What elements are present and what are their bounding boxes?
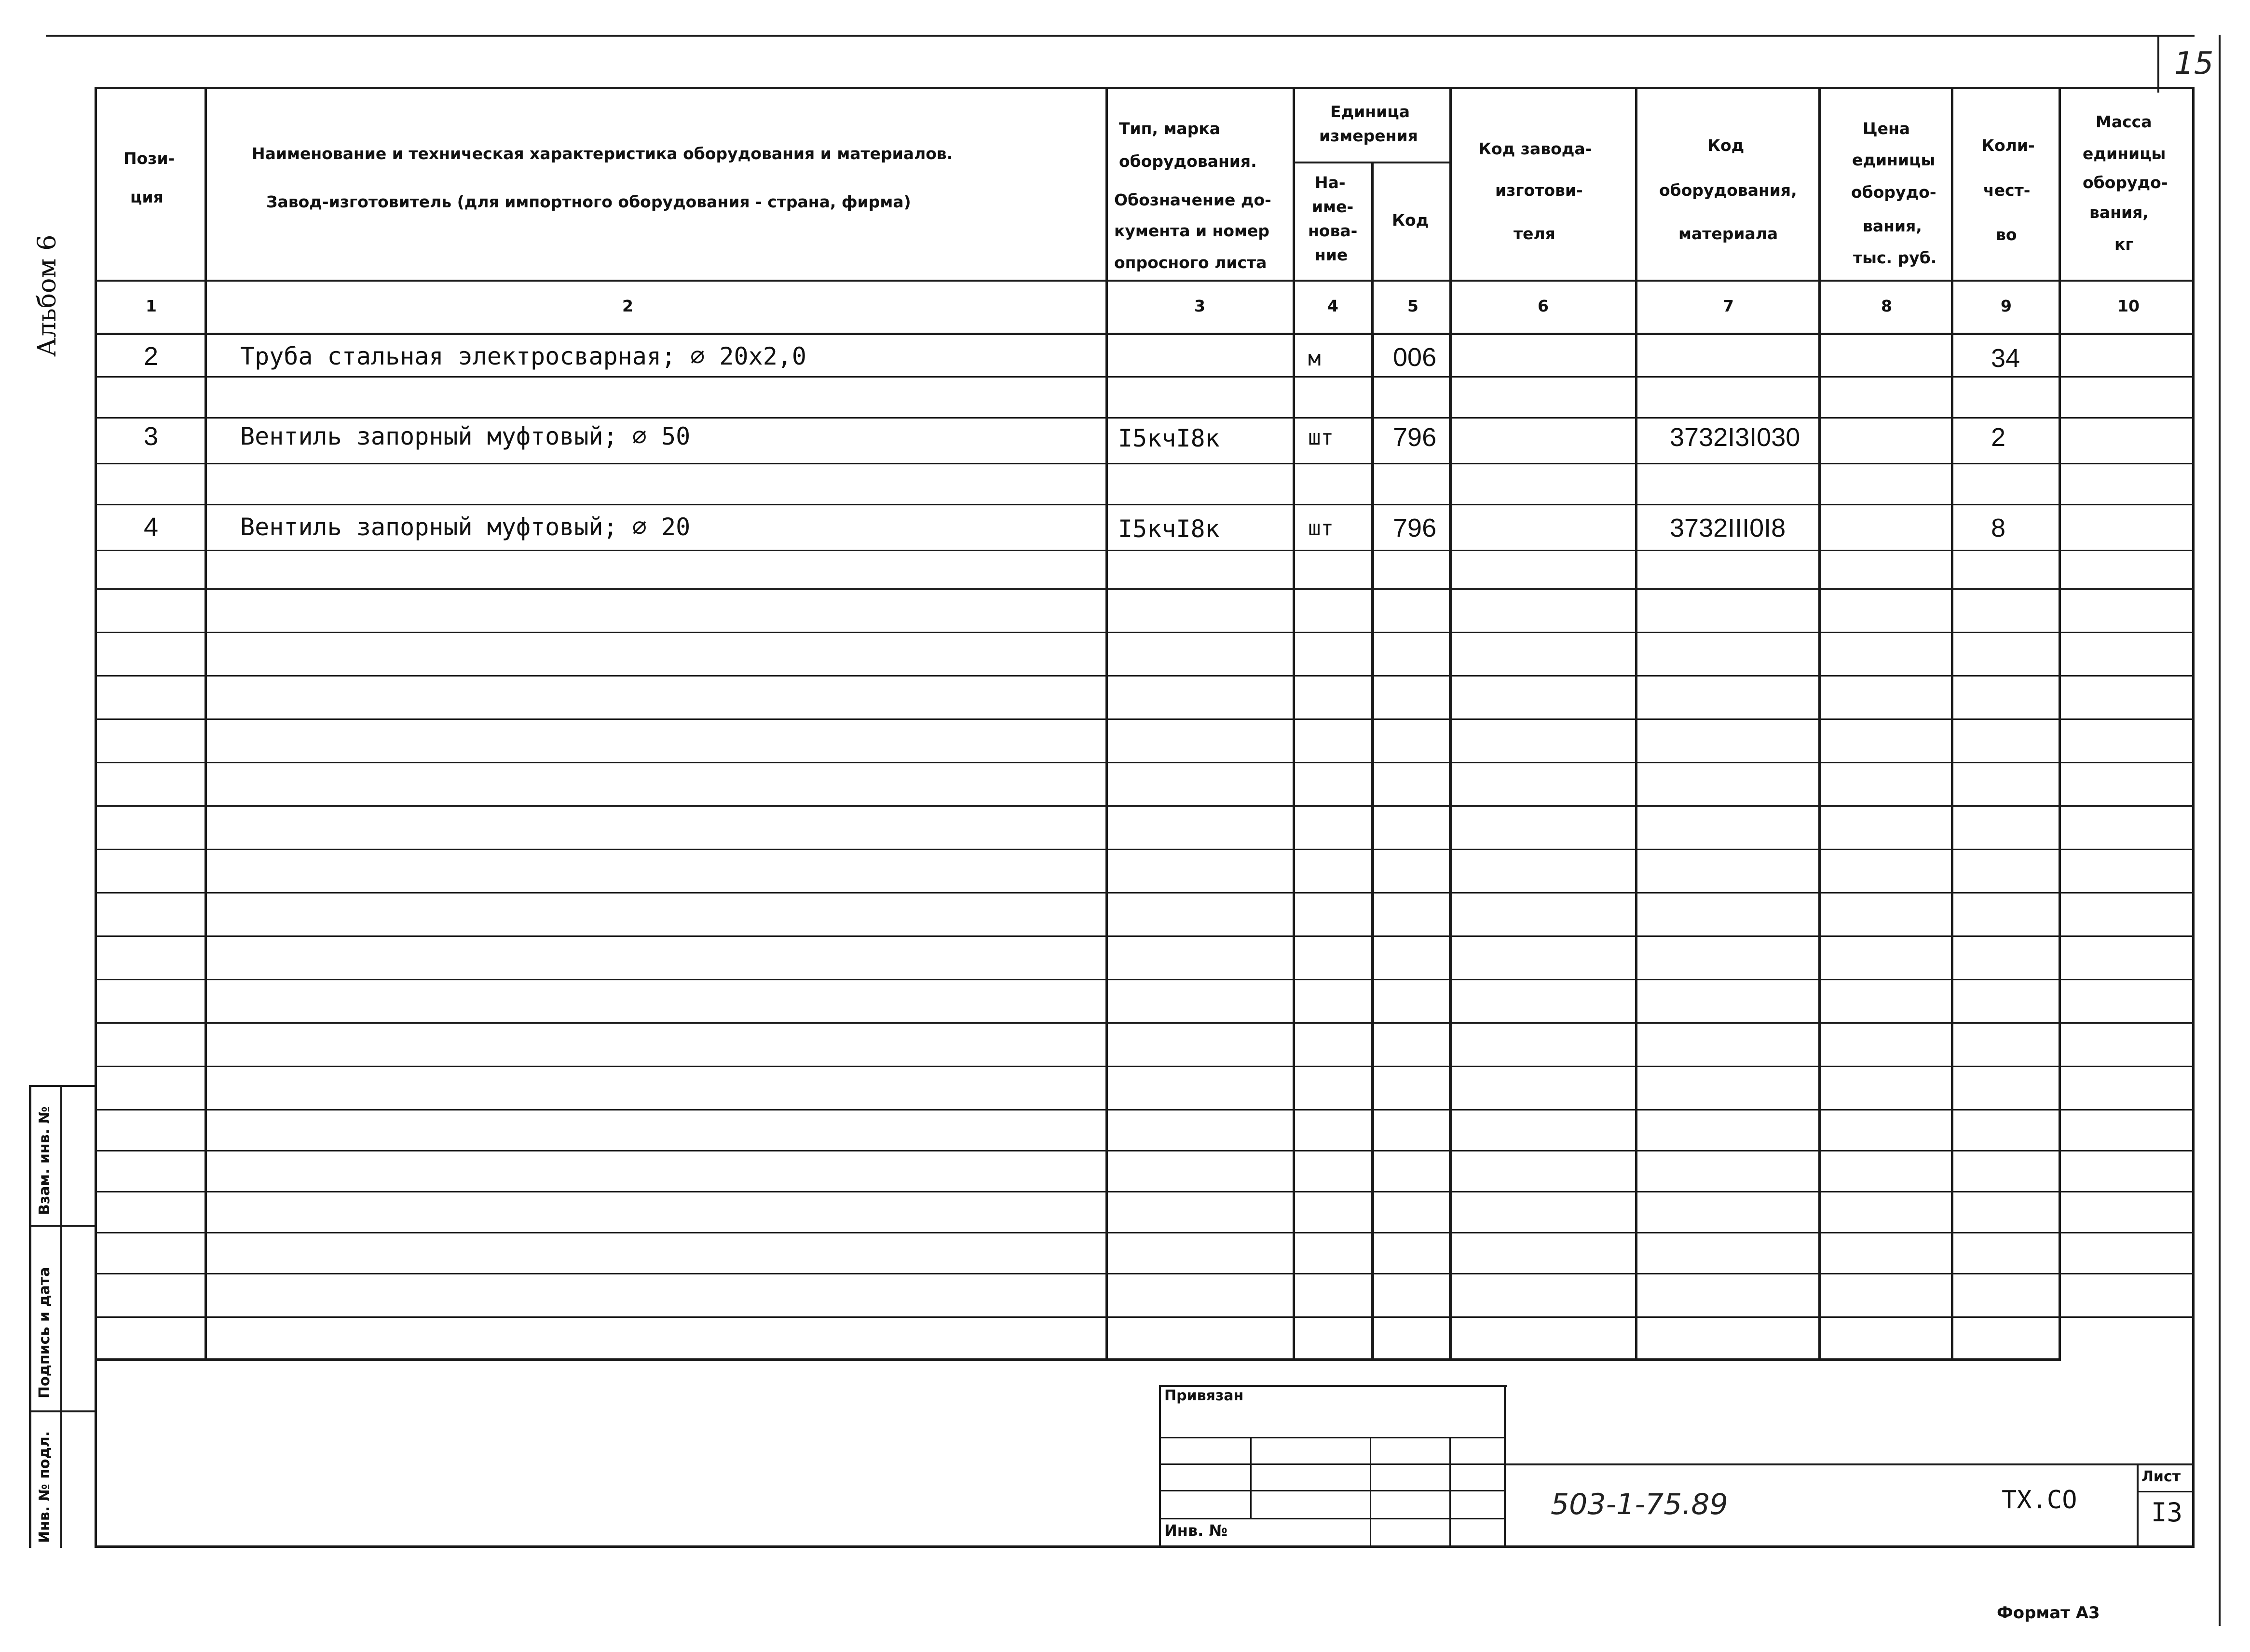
colnum-2: 2 <box>622 297 633 315</box>
unit-group-divider <box>1293 162 1452 163</box>
table-row-3-unit: шт <box>1308 516 1334 541</box>
sheet-box-left <box>2137 1463 2139 1548</box>
title-row-2 <box>1159 1463 1506 1465</box>
right-rule <box>2219 35 2221 1626</box>
hdr-col10-line2: единицы <box>2083 144 2166 163</box>
hdr-col8-line5: тыс. руб. <box>1853 248 1937 267</box>
row-rule <box>95 1316 2194 1318</box>
title-privyazan: Привязан <box>1164 1387 1244 1404</box>
title-doc-number: 503-1-75.89 <box>1551 1488 1728 1521</box>
side-stamp-inv-podl: Инв. № подл. <box>36 1431 53 1543</box>
side-stamp-top <box>29 1085 96 1087</box>
hdr-col8-line3: оборудо- <box>1851 183 1936 202</box>
colnum-3: 3 <box>1194 297 1205 315</box>
side-stamp-left <box>29 1085 31 1548</box>
title-right-top <box>1505 1463 2195 1465</box>
table-row-2-pos: 3 <box>144 422 159 451</box>
row-rule <box>95 1109 2194 1110</box>
row-rule <box>95 1273 2194 1274</box>
hdr-col3-line3: Обозначение до- <box>1114 190 1271 209</box>
table-row-2-unit-code: 796 <box>1393 423 1437 452</box>
table-row-3-qty: 8 <box>1991 514 2006 542</box>
table-row-2-equip-code: 3732I3I030 <box>1670 423 1800 452</box>
row-rule <box>95 463 2194 464</box>
hdr-col2-line2: Завод-изготовитель (для импортного оборудования - страна, фирма) <box>266 192 911 211</box>
table-row-1-name: Труба стальная электросварная; ∅ 20х2,0 <box>240 342 806 370</box>
row-rule <box>95 762 2194 763</box>
sheet-box-div <box>2137 1491 2195 1492</box>
table-row-2-unit: шт <box>1308 425 1334 450</box>
table-left <box>95 87 97 1548</box>
col-div-3 <box>1293 87 1295 1360</box>
hdr-col10-line5: кг <box>2114 235 2134 254</box>
colnum-8: 8 <box>1881 297 1892 315</box>
row-rule <box>95 718 2194 720</box>
row-rule <box>95 1150 2194 1151</box>
hdr-col7-line3: материала <box>1678 224 1778 243</box>
table-top <box>95 87 2194 89</box>
table-row-3-unit-code: 796 <box>1393 514 1437 542</box>
side-stamp-vzam: Взам. инв. № <box>36 1106 53 1215</box>
col-div-1 <box>205 87 207 1360</box>
table-row-3-type: I5кчI8к <box>1118 515 1220 543</box>
table-row-3-equip-code: 3732III0I8 <box>1670 514 1786 542</box>
top-rule <box>46 35 2195 37</box>
side-stamp-div1 <box>29 1225 96 1227</box>
colnum-9: 9 <box>2001 297 2012 315</box>
title-col-2 <box>1370 1437 1371 1547</box>
title-box-right <box>1504 1385 1506 1548</box>
title-row-1 <box>1159 1437 1506 1438</box>
title-row-3 <box>1159 1490 1506 1491</box>
title-sheet-label: Лист <box>2141 1468 2181 1485</box>
row-rule <box>95 588 2194 590</box>
row-rule <box>95 632 2194 633</box>
side-stamp-mid <box>60 1085 62 1548</box>
row-rule <box>95 550 2194 551</box>
colnum-4: 4 <box>1327 297 1338 315</box>
row-rule <box>95 675 2194 677</box>
album-label: Альбом 6 <box>33 234 62 357</box>
row-rule <box>95 376 2194 378</box>
colnum-5: 5 <box>1407 297 1418 315</box>
title-col-3 <box>1449 1437 1451 1547</box>
numbers-row-bottom <box>95 333 2195 335</box>
hdr-col4-line3: нова- <box>1308 221 1358 240</box>
page-number: 15 <box>2174 46 2214 81</box>
hdr-col9-line3: во <box>1996 225 2017 244</box>
row-rule <box>95 849 2194 850</box>
table-row-1-qty: 34 <box>1991 344 2020 373</box>
row-rule <box>95 892 2194 894</box>
body-bottom <box>95 1358 2061 1361</box>
row-rule <box>95 805 2194 807</box>
hdr-col5: Код <box>1392 211 1429 230</box>
side-stamp-div2 <box>29 1410 96 1412</box>
row-rule <box>95 1066 2194 1067</box>
hdr-col9-line1: Коли- <box>1981 136 2035 155</box>
table-row-1-pos: 2 <box>144 342 159 371</box>
hdr-col9-line2: чест- <box>1983 181 2031 200</box>
col-div-6 <box>1635 87 1637 1360</box>
colnum-10: 10 <box>2117 297 2140 315</box>
title-row-4 <box>1159 1518 1506 1519</box>
side-stamp-podpis: Подпись и дата <box>36 1267 53 1398</box>
table-row-1-unit-code: 006 <box>1393 343 1437 372</box>
title-inv-no: Инв. № <box>1164 1521 1227 1540</box>
hdr-col7-line2: оборудования, <box>1659 181 1797 200</box>
hdr-col3-line1: Тип, марка <box>1119 119 1220 138</box>
row-rule <box>95 417 2194 419</box>
table-row-3-pos: 4 <box>144 513 159 542</box>
hdr-col10-line1: Масса <box>2096 112 2152 131</box>
table-row-2-qty: 2 <box>1991 423 2006 452</box>
hdr-unit-line2: измерения <box>1319 126 1418 145</box>
title-box-top <box>1160 1385 1507 1387</box>
hdr-col4-line2: име- <box>1312 197 1354 216</box>
col-div-8 <box>1951 87 1953 1360</box>
hdr-col6-line3: теля <box>1514 224 1555 243</box>
colnum-1: 1 <box>146 297 157 315</box>
hdr-col4-line1: На- <box>1315 173 1346 192</box>
hdr-col3-line4: кумента и номер <box>1114 221 1270 240</box>
hdr-col4-line4: ние <box>1315 245 1348 264</box>
colnum-7: 7 <box>1723 297 1734 315</box>
hdr-col6-line2: изготови- <box>1495 181 1583 200</box>
unit-code-box-right <box>1449 333 1452 1361</box>
format-label: Формат А3 <box>1997 1603 2100 1623</box>
hdr-col6-line1: Код завода- <box>1478 139 1592 158</box>
title-box-left <box>1159 1385 1161 1548</box>
table-right <box>2192 87 2195 1548</box>
col-div-7 <box>1818 87 1821 1360</box>
row-rule <box>95 1232 2194 1233</box>
row-rule <box>95 979 2194 980</box>
unit-code-box-left <box>1371 333 1374 1361</box>
hdr-col3-line2: оборудования. <box>1119 152 1257 171</box>
row-rule <box>95 504 2194 505</box>
hdr-col7-line1: Код <box>1707 136 1745 155</box>
hdr-col1-line1: Пози- <box>123 149 175 168</box>
table-row-2-type: I5кчI8к <box>1118 424 1220 452</box>
title-code: ТХ.СО <box>2002 1486 2077 1515</box>
row-rule <box>95 1191 2194 1192</box>
hdr-col2-line1: Наименование и техническая характеристика оборудования и материалов. <box>252 144 953 163</box>
col-div-9 <box>2059 87 2061 1360</box>
title-sheet-value: I3 <box>2151 1497 2183 1528</box>
row-rule <box>95 1022 2194 1024</box>
table-bottom <box>95 1545 2195 1548</box>
table-row-3-name: Вентиль запорный муфтовый; ∅ 20 <box>240 513 691 541</box>
hdr-col3-line5: опросного листа <box>1114 253 1267 272</box>
hdr-col1-line2: ция <box>130 188 164 206</box>
page-number-box-left <box>2157 35 2159 93</box>
row-rule <box>95 935 2194 937</box>
hdr-col8-line4: вания, <box>1863 217 1922 235</box>
header-bottom <box>95 280 2195 282</box>
hdr-col8-line2: единицы <box>1852 150 1936 169</box>
table-row-2-name: Вентиль запорный муфтовый; ∅ 50 <box>240 422 691 450</box>
table-row-1-unit: м <box>1308 346 1321 371</box>
hdr-unit-line1: Единица <box>1330 102 1410 121</box>
hdr-col10-line4: вания, <box>2089 203 2149 222</box>
hdr-col8-line1: Цена <box>1863 119 1910 138</box>
colnum-6: 6 <box>1538 297 1549 315</box>
hdr-col10-line3: оборудо- <box>2083 173 2168 192</box>
col-div-2 <box>1105 87 1108 1360</box>
title-col-1 <box>1250 1437 1252 1519</box>
